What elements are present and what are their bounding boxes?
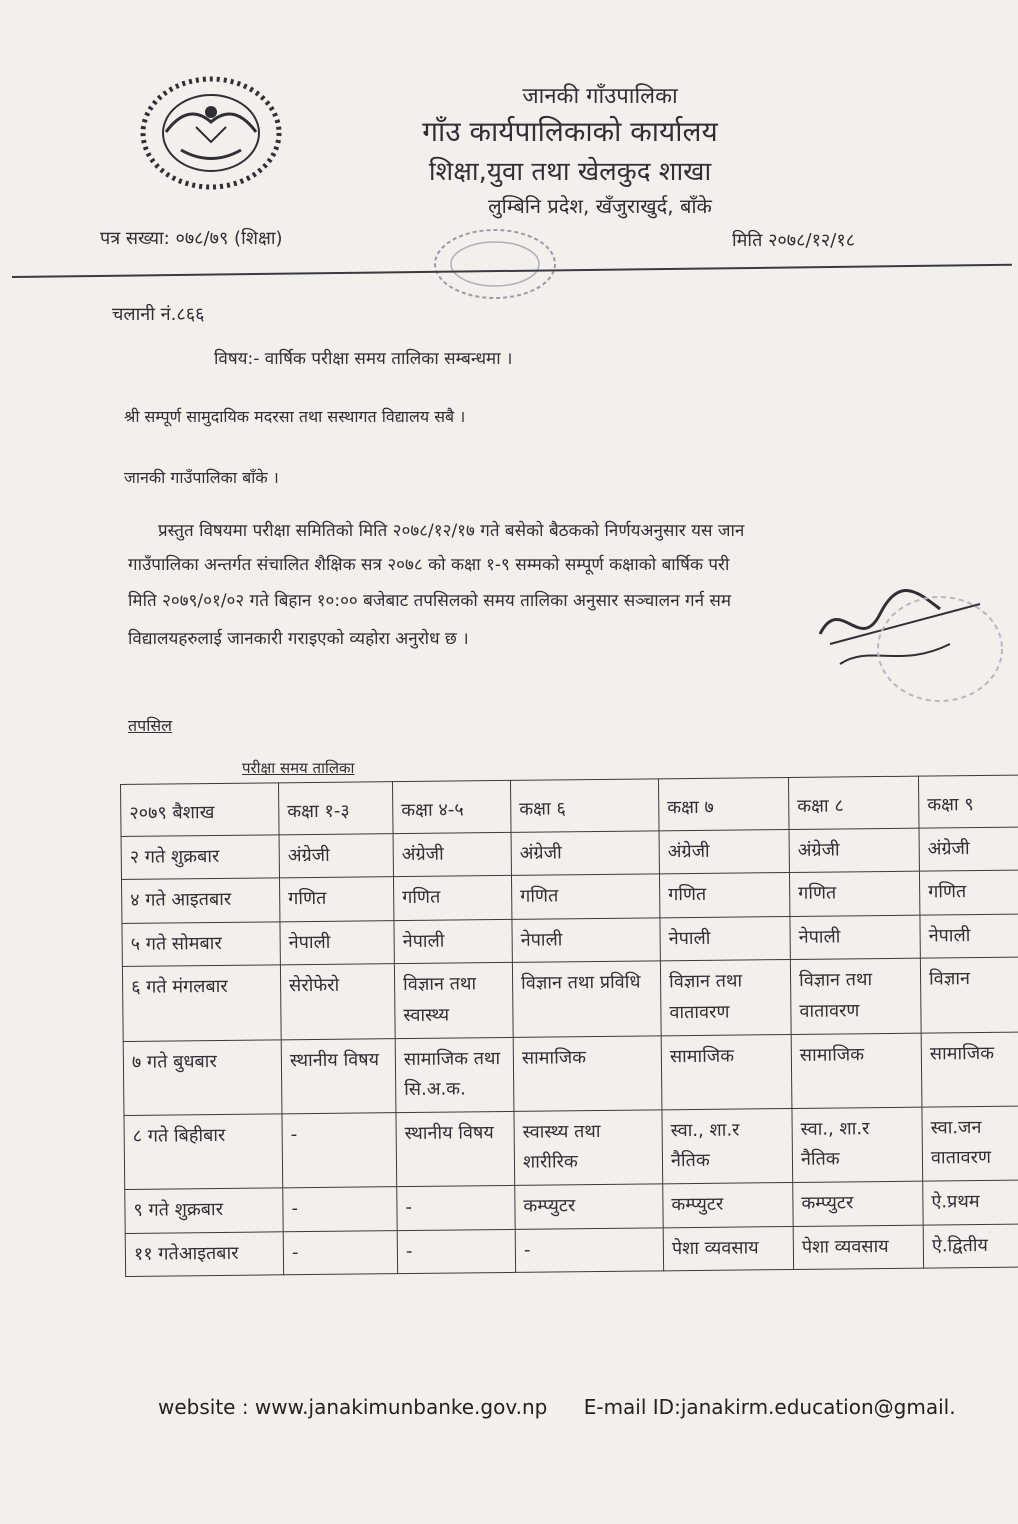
subject-cell: स्वा., शा.र नैतिक [792,1107,923,1183]
date-cell: ८ गते बिहीबार [124,1114,283,1190]
subject-cell: नेपाली [660,916,790,961]
subject-cell: अंग्रेजी [919,827,1018,872]
dispatch-number: चलानी नं.८६६ [112,304,205,325]
subject-cell: नेपाली [790,915,920,960]
subject-cell: गणित [659,873,789,918]
date-cell: २ गते शुक्रबार [121,834,279,879]
table-header-row [121,775,1018,836]
subject-cell: कम्प्युटर [793,1181,923,1226]
table-header-cell: कक्षा १-३ [278,782,393,835]
section-name: शिक्षा,युवा तथा खेलकुद शाखा [428,157,712,187]
subject-cell: - [397,1185,515,1230]
office-address: लुम्बिनि प्रदेश, खँजुराखुर्द, बाँके [488,194,712,218]
office-name: गाँउ कार्यपालिकाको कार्यालय [422,115,718,148]
subject-cell: गणित [789,871,919,916]
subject-cell: नेपाली [512,918,660,963]
table-row [124,1106,1018,1190]
footer-contact [158,1395,956,1419]
government-seal-logo [136,72,286,194]
date-cell: ६ गते मंगलबार [122,965,281,1041]
subject-cell: अंग्रेजी [789,828,919,873]
subject-cell: - [515,1227,663,1272]
subject-cell: अंग्रेजी [393,832,511,877]
office-stamp [430,225,560,303]
subject-cell: स्वा., शा.र नैतिक [662,1108,793,1184]
subject-cell: - [283,1230,397,1275]
subject-cell: सामाजिक [791,1033,922,1109]
subject-cell: कम्प्युटर [663,1182,793,1227]
subject-cell: सामाजिक [921,1032,1018,1107]
table-header-cell: कक्षा ८ [788,776,919,829]
subject-cell: सामाजिक [661,1034,792,1110]
subject-cell: स्वास्थ्य तथा शारीरिक [514,1110,663,1186]
table-title: परीक्षा समय तालिका [242,759,355,777]
subject-cell: ऐ.प्रथम [923,1180,1018,1225]
subject-cell: विज्ञान [920,957,1018,1032]
date-cell: ७ गते बुधबार [123,1039,282,1115]
subject-cell: - [283,1187,397,1232]
subject-cell: गणित [393,876,511,921]
subject-cell: गणित [919,870,1018,915]
subject-cell: ऐ.द्वितीय [923,1224,1018,1269]
subject-cell: अंग्रेजी [279,833,393,878]
subject-cell: गणित [279,877,393,922]
subject-cell: - [282,1112,397,1187]
subject-cell: नेपाली [280,920,394,965]
email-text: E-mail ID:janakirm.education@gmail. [583,1395,956,1419]
subject-cell: कम्प्युटर [515,1184,663,1229]
subject-cell: स्थानीय विषय [396,1111,515,1186]
subject-cell: अंग्रेजी [511,830,659,875]
signature-stamp [800,574,1010,714]
letter-reference: पत्र सख्या: ०७८/७९ (शिक्षा) [100,228,283,249]
subject-cell: सेरोफेरो [280,964,395,1039]
date-cell: ५ गते सोमबार [122,922,280,967]
subject-cell: पेशा व्यवसाय [663,1226,793,1271]
table-row [125,1224,1018,1277]
subject-cell: नेपाली [920,914,1018,959]
table-header-cell: कक्षा ६ [510,779,659,832]
table-header-cell: कक्षा ४-५ [392,780,511,833]
municipality-name: जानकी गाँउपालिका [522,84,678,109]
letter-subject: विषय:- वार्षिक परीक्षा समय तालिका सम्बन्धमा । [214,349,513,369]
subject-cell: विज्ञान तथा वातावरण [660,960,791,1036]
subject-cell: अंग्रेजी [659,829,789,874]
body-text-line: विद्यालयहरुलाई जानकारी गराइएको व्यहोरा अनुरोध छ । [128,629,469,649]
table-header-cell: २०७९ बैशाख [121,783,280,836]
subject-cell: सामाजिक तथा सि.अ.क. [395,1037,514,1112]
table-header-cell: कक्षा ९ [918,775,1018,828]
subject-cell: पेशा व्यवसाय [793,1225,923,1270]
date-cell: ९ गते शुक्रबार [125,1188,283,1233]
subject-cell: विज्ञान तथा स्वास्थ्य [394,963,513,1038]
office-header [370,80,770,219]
date-cell: ११ गतेआइतबार [125,1231,283,1276]
body-text-line: गाउँपालिका अन्तर्गत संचालित शैक्षिक सत्र २०७८ को कक्षा १-९ सम्मको सम्पूर्ण कक्षाको बार्षिक परी [128,555,730,575]
subject-cell: विज्ञान तथा प्रविधि [512,961,661,1037]
details-label: तपसिल [128,716,173,735]
addressee-line: श्री सम्पूर्ण सामुदायिक मदरसा तथा सस्थागत विद्यालय सबै । [124,407,466,426]
subject-cell: सामाजिक [513,1035,662,1111]
date-cell: ४ गते आइतबार [122,878,280,923]
exam-schedule-table [120,775,1018,1278]
subject-cell: विज्ञान तथा वातावरण [790,959,921,1035]
body-text-line: मिति २०७९/०१/०२ गते बिहान १०:०० बजेबाट तपसिलको समय तालिका अनुसार सञ्चालन गर्न सम [128,591,732,611]
addressee-line: जानकी गाउँपालिका बाँके । [124,468,279,487]
table-row [122,957,1018,1041]
subject-cell: स्थानीय विषय [281,1038,396,1113]
body-text-line: प्रस्तुत विषयमा परीक्षा समितिको मिति २०७८/१२/१७ गते बसेको बैठकको निर्णयअनुसार यस जान [158,521,745,541]
subject-cell: - [397,1229,515,1274]
table-row [123,1032,1018,1116]
website-text: website : www.janakimunbanke.gov.np [158,1395,548,1419]
table-header-cell: कक्षा ७ [658,777,789,830]
subject-cell: नेपाली [394,919,512,964]
subject-cell: गणित [511,874,659,919]
subject-cell: स्वा.जन वातावरण [922,1106,1018,1181]
letter-date: मिति २०७८/१२/१८ [732,230,856,251]
